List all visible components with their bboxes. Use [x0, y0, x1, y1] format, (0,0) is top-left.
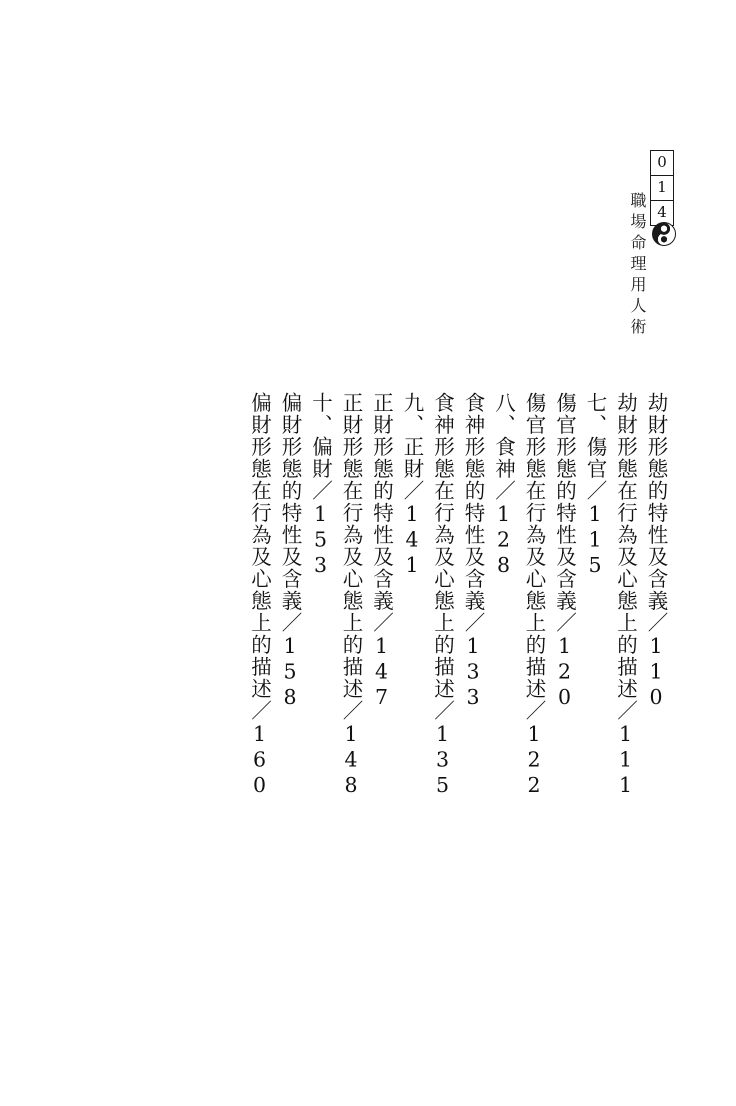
toc-entry[interactable]: 傷官形態的特性及含義／120: [552, 392, 577, 711]
table-of-contents: [0, 392, 666, 822]
toc-entry[interactable]: 傷官形態在行為及心態上的描述／122: [522, 392, 546, 799]
toc-entry[interactable]: 食神形態在行為及心態上的描述／135: [430, 392, 455, 799]
running-title: 職場命理用人術: [628, 192, 647, 339]
folio-digit-1: 1: [650, 175, 674, 201]
toc-section[interactable]: 八、食神／128: [491, 392, 516, 579]
folio-digit-0: 0: [650, 150, 674, 176]
toc-entry[interactable]: 偏財形態的特性及含義／158: [278, 392, 302, 711]
toc-section[interactable]: 九、正財／141: [400, 392, 424, 579]
toc-entry[interactable]: 偏財形態在行為及心態上的描述／160: [247, 392, 272, 799]
toc-section[interactable]: 十、偏財／153: [308, 392, 333, 579]
folio-number: [650, 150, 674, 225]
toc-entry[interactable]: 劫財形態的特性及含義／110: [644, 392, 668, 711]
toc-entry[interactable]: 劫財形態在行為及心態上的描述／111: [613, 392, 638, 799]
yin-yang-icon: [652, 222, 676, 246]
toc-entry[interactable]: 正財形態的特性及含義／147: [369, 392, 394, 711]
toc-entry[interactable]: 正財形態在行為及心態上的描述／148: [339, 392, 363, 799]
toc-section[interactable]: 七、傷官／115: [583, 392, 607, 579]
folio-digit-2: 4: [650, 200, 674, 226]
toc-entry[interactable]: 食神形態的特性及含義／133: [461, 392, 485, 711]
